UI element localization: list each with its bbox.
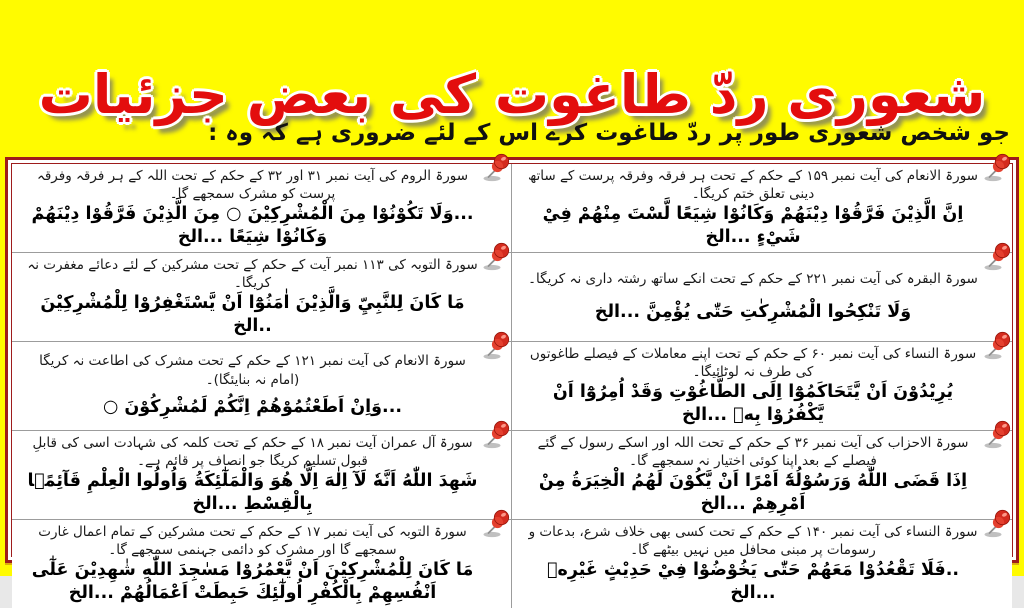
cell-al-anam-159 <box>512 164 1012 253</box>
urdu-explanation: سورۃ النساء کی آیت نمبر ۱۴۰ کے حکم کے تحت کسی بھی خلاف شرع، بدعات و رسومات پر مبنی محافل میں نہیں بیٹھے گا۔ <box>528 523 978 558</box>
urdu-explanation: سورۃ الانعام کی آیت نمبر ۱۲۱ کے حکم کے تحت مشرک کی اطاعت نہ کریگا (امام نہ بنایئگا)۔ <box>39 353 466 388</box>
cell-at-tawbah-17 <box>12 520 512 608</box>
quran-verse: اِذَا قَضَى اللّٰهُ وَرَسُوْلُهٗٓ اَمْرًا اَنْ يَّكُوْنَ لَهُمُ الْخِيَرَةُ مِنْ اَمْرِهِمْ ...الخ <box>538 471 968 514</box>
quran-verse: ...وَاِنْ اَطَعْتُمُوْهُمْ اِنَّكُمْ لَمُشْرِكُوْنَ ○ <box>102 397 402 418</box>
urdu-explanation: سورۃ الاحزاب کی آیت نمبر ۳۶ کے حکم کے تحت اللہ اور اسکے رسول کے گئے فیصلے کے بعد اپنا کوئی اختیار نہ سمجھے گا۔ <box>537 434 969 470</box>
quran-verse: مَا كَانَ لِلْمُشْرِكِيْنَ اَنْ يَّعْمُرُوْا مَسٰجِدَ اللّٰهِ شٰهِدِيْنَ عَلٰٓى اَنْفُسِهِمْ بِالْكُفْرِ اُولٰٓئِكَ حَبِطَتْ اَعْمَالُهُمْ ...الخ <box>31 560 474 603</box>
page-subtitle: جو شخص شعوری طور پر ردّ طاغوت کرے اس کے لئے ضروری ہے کہ وہ : <box>208 120 1010 146</box>
push-pin-icon <box>984 153 1014 183</box>
quran-verse: ...وَلَا تَكُوْنُوْا مِنَ الْمُشْرِكِيْنَ ○ مِنَ الَّذِيْنَ فَرَّقُوْا دِيْنَهُمْ وَكَانُوْا شِيَعًا ...الخ <box>31 204 474 248</box>
quran-verse: شَهِدَ اللّٰهُ اَنَّهٗ لَآ اِلٰهَ اِلَّا هُوَ وَالْمَلٰٓئِكَةُ وَاُولُوا الْعِلْمِ قَآئِمًۢا بِالْقِسْطِ ...الخ <box>27 471 478 514</box>
verses-table-inner-border <box>11 163 1013 603</box>
quran-verse: مَا كَانَ لِلنَّبِيِّ وَالَّذِيْنَ اٰمَنُوْٓا اَنْ يَّسْتَغْفِرُوْا لِلْمُشْرِكِيْنَ ..الخ <box>40 293 465 337</box>
urdu-explanation: سورۃ التوبہ کی آیت نمبر ۱۷ کے حکم کے تحت مشرکین کے تمام اعمال غارت سمجھے گا اور مشرک کو دائمی جہنمی سمجھے گا۔ <box>38 523 467 558</box>
push-pin-icon <box>483 153 513 183</box>
verses-grid <box>12 164 1012 603</box>
cell-ar-rum-31-32 <box>12 164 512 253</box>
urdu-explanation: سورۃ البقرہ کی آیت نمبر ۲۲۱ کے حکم کے تحت انکے ساتھ رشتہ داری نہ کریگا۔ <box>528 270 978 287</box>
urdu-explanation: سورۃ النساء کی آیت نمبر ۶۰ کے حکم کے تحت اپنے معاملات کے فیصلے طاغوتوں کی طرف نہ لوٹائیگا۔ <box>529 345 977 381</box>
page-title: شعوری ردّ طاغوت کی بعض جزئیات <box>38 63 986 127</box>
cell-an-nisa-60 <box>512 342 1012 431</box>
quran-verse: ..فَلَا تَقْعُدُوْا مَعَهُمْ حَتّٰى يَخُوْضُوْا فِيْ حَدِيْثٍ غَيْرِهٖ ...الخ <box>546 560 959 603</box>
urdu-explanation: سورۃ الروم کی آیت نمبر ۳۱ اور ۳۲ کے حکم کے تحت اللہ کے ہر فرقہ وفرقہ پرست کو مشرک سمجھے گا۔ <box>36 168 469 203</box>
quran-verse: يُرِيْدُوْنَ اَنْ يَّتَحَاكَمُوْٓا اِلَى الطَّاغُوْتِ وَقَدْ اُمِرُوْٓا اَنْ يَّكْفُرُوْا بِهٖ ...الخ <box>552 382 954 426</box>
urdu-explanation: سورۃ التوبہ کی ۱۱۳ نمبر آیت کے حکم کے تحت مشرکین کے لئے دعائے مغفرت نہ کریگا۔ <box>27 256 478 292</box>
cell-an-nisa-140 <box>512 520 1012 608</box>
urdu-explanation: سورۃ الانعام کی آیت نمبر ۱۵۹ کے حکم کے تحت ہر فرقہ وفرقہ پرست کے ساتھ دینی تعلق ختم کریگا۔ <box>527 168 978 203</box>
cell-at-tawbah-113 <box>12 253 512 342</box>
cell-al-ahzab-36 <box>512 431 1012 520</box>
cell-al-baqarah-221 <box>512 253 1012 342</box>
quran-verse: وَلَا تَنْكِحُوا الْمُشْرِكٰتِ حَتّٰى يُؤْمِنَّ ...الخ <box>594 302 912 323</box>
cell-al-anam-121 <box>12 342 512 431</box>
verses-table <box>5 157 1019 603</box>
cell-aal-imran-18 <box>12 431 512 520</box>
urdu-explanation: سورۃ آل عمران آیت نمبر ۱۸ کے حکم کے تحت کلمہ کی شہادت اسی کی قابلِ قبول تسلیم کریگا جو انصاف پر قائم ہے۔ <box>32 434 473 470</box>
quran-verse: اِنَّ الَّذِيْنَ فَرَّقُوْا دِيْنَهُمْ وَكَانُوْا شِيَعًا لَّسْتَ مِنْهُمْ فِيْ شَيْءٍ ...الخ <box>542 204 964 248</box>
